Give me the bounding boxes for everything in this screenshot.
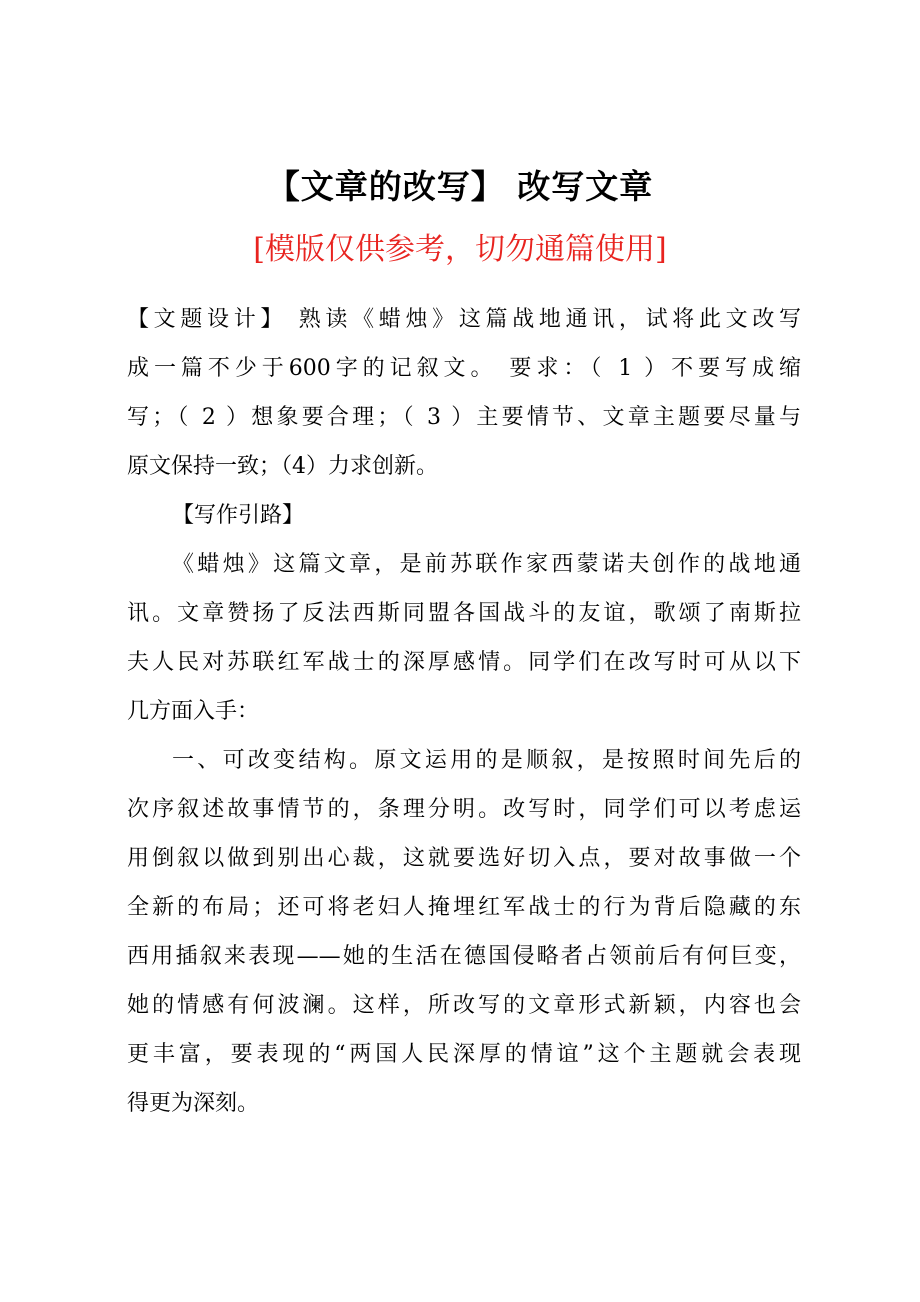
body-line: 一、可改变结构。原文运用的是顺叙，是按照时间先后的 bbox=[172, 748, 801, 773]
body-line: 她的情感有何波澜。这样，所改写的文章形式新颖，内容也会 bbox=[127, 993, 801, 1018]
body-line: 次序叙述故事情节的，条理分明。改写时，同学们可以考虑运 bbox=[127, 797, 801, 822]
section-heading-writing-guide: 【写作引路】 bbox=[172, 503, 305, 528]
body-line: 几方面入手： bbox=[127, 699, 260, 724]
body-line: 成一篇不少于600字的记叙文。 要求：（ 1 ）不要写成缩 bbox=[127, 356, 801, 381]
body-line: 讯。文章赞扬了反法西斯同盟各国战斗的友谊，歌颂了南斯拉 bbox=[127, 601, 801, 626]
body-line: 原文保持一致；（4）力求创新。 bbox=[127, 454, 438, 479]
template-notice: [模版仅供参考，切勿通篇使用] bbox=[253, 232, 667, 267]
body-line: 写；（ 2 ）想象要合理；（ 3 ）主要情节、文章主题要尽量与 bbox=[127, 405, 801, 430]
body-line: 全新的布局；还可将老妇人掩埋红军战士的行为背后隐藏的东 bbox=[127, 895, 801, 920]
document-body bbox=[127, 295, 801, 1128]
body-line: 更丰富，要表现的“两国人民深厚的情谊”这个主题就会表现 bbox=[127, 1042, 801, 1067]
document-title: 【文章的改写】 改写文章 bbox=[266, 167, 654, 206]
body-line: 得更为深刻。 bbox=[127, 1091, 260, 1116]
body-line: 夫人民对苏联红军战士的深厚感情。同学们在改写时可从以下 bbox=[127, 650, 801, 675]
body-line: 【文题设计】 熟读《蜡烛》这篇战地通讯，试将此文改写 bbox=[127, 307, 801, 332]
body-line: 《蜡烛》这篇文章，是前苏联作家西蒙诺夫创作的战地通 bbox=[172, 552, 801, 577]
body-line: 用倒叙以做到别出心裁，这就要选好切入点，要对故事做一个 bbox=[127, 846, 801, 871]
body-line: 西用插叙来表现——她的生活在德国侵略者占领前后有何巨变， bbox=[127, 944, 801, 969]
